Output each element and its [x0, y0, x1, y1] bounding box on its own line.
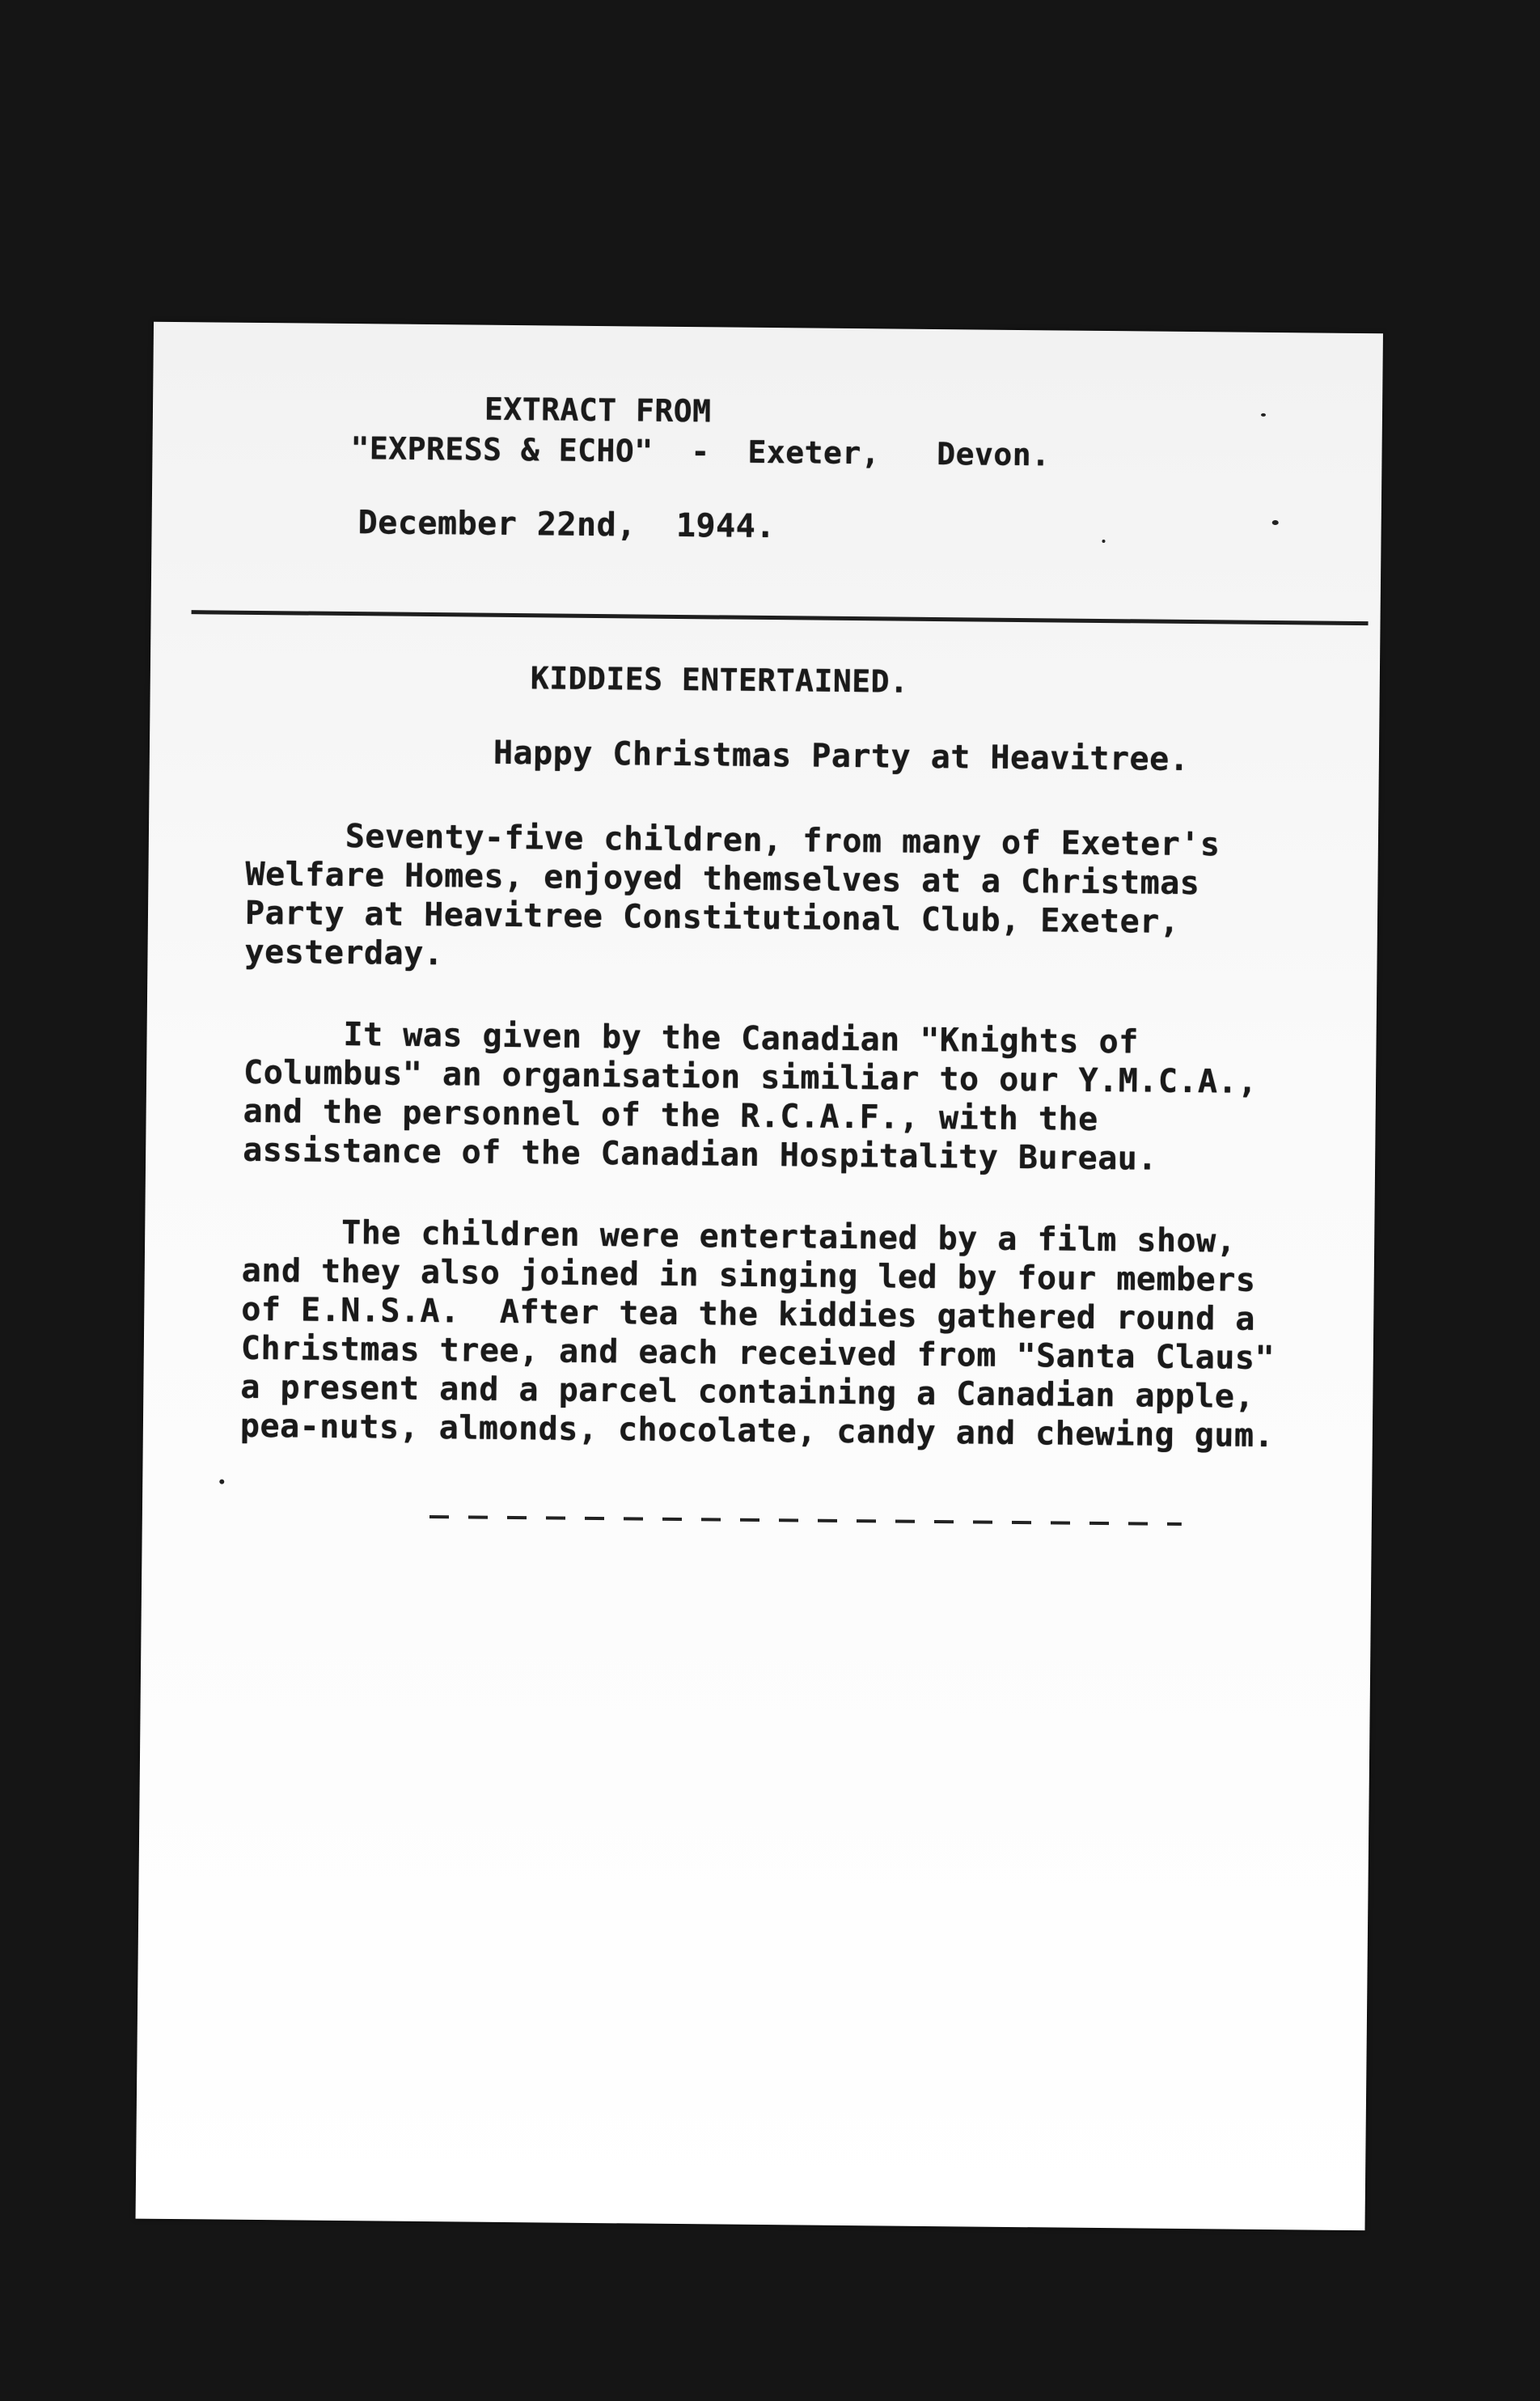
ink-speck — [219, 1480, 224, 1484]
paragraph-line: Seventy-five children, from many of Exeter's — [245, 816, 1221, 864]
paragraph-line: and the personnel of the R.C.A.F., with the — [243, 1092, 1098, 1138]
paragraph-line: Party at Heavitree Constitutional Club, Exeter, — [244, 894, 1180, 941]
paragraph-line: The children were entertained by a film show, — [242, 1213, 1237, 1260]
paragraph-line: assistance of the Canadian Hospitality Bureau. — [242, 1131, 1158, 1178]
paragraph-line: It was given by the Canadian "Knights of — [243, 1014, 1139, 1061]
paragraph-line: yesterday. — [244, 933, 444, 973]
ink-speck — [1102, 540, 1105, 543]
paragraph-line: pea-nuts, almonds, chocolate, candy and chewing gum. — [239, 1407, 1275, 1455]
end-dashed-rule — [429, 1515, 1182, 1526]
extract-label: EXTRACT FROM — [484, 391, 712, 430]
paragraph-line: Christmas tree, and each received from "Santa Claus" — [240, 1329, 1276, 1378]
document-page — [136, 322, 1383, 2230]
article-headline: KIDDIES ENTERTAINED. — [530, 660, 909, 700]
header-divider — [192, 610, 1369, 625]
paragraph-line: Welfare Homes, enjoyed themselves at a Christmas — [245, 855, 1200, 903]
paragraph-line: and they also joined in singing led by four members — [241, 1251, 1256, 1299]
paragraph-line: Columbus" an organisation similiar to our Y.M.C.A., — [243, 1053, 1258, 1101]
ink-speck — [1272, 520, 1279, 525]
paragraph-line: a present and a parcel containing a Canadian apple, — [240, 1368, 1255, 1416]
paragraph-line: of E.N.S.A. After tea the kiddies gathered round a — [241, 1290, 1256, 1338]
publication-date: December 22nd, 1944. — [358, 504, 776, 546]
article-subheadline: Happy Christmas Party at Heavitree. — [493, 734, 1190, 779]
newspaper-source: "EXPRESS & ECHO" - Exeter, Devon. — [350, 430, 1051, 473]
ink-speck — [1261, 413, 1266, 417]
